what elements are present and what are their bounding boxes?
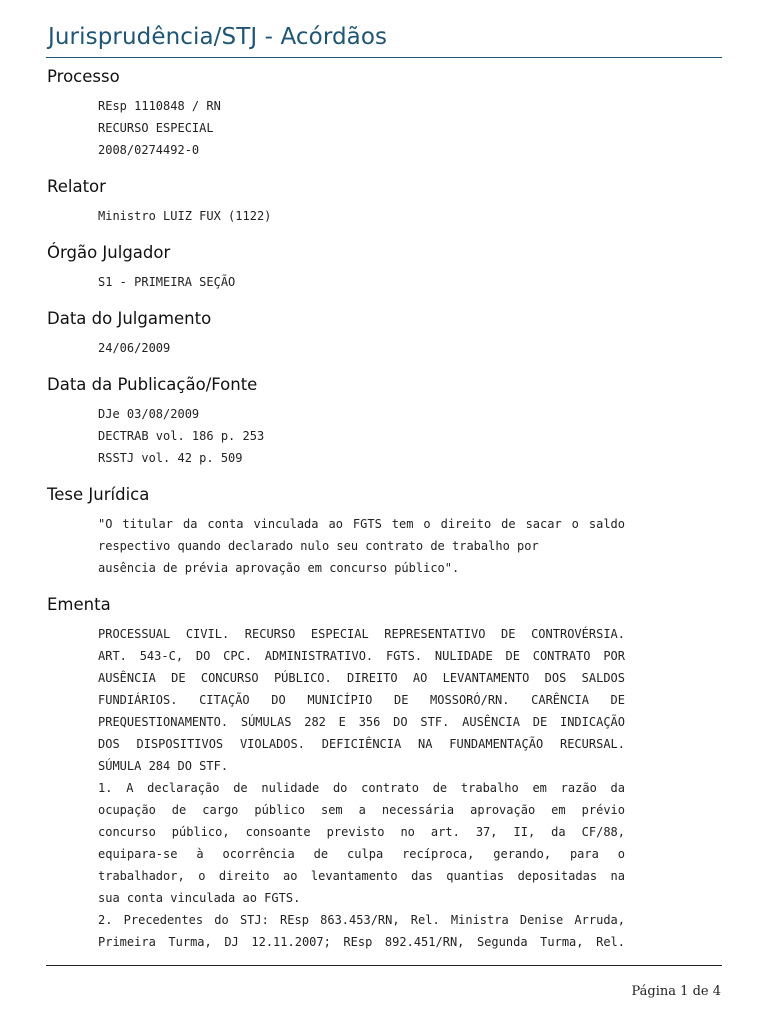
section-heading-tese-juridica: Tese Jurídica — [47, 485, 150, 504]
ementa-line: ART. 543-C, DO CPC. ADMINISTRATIVO. FGTS. NULIDADE DE CONTRATO POR — [98, 649, 625, 663]
section-heading-ementa: Ementa — [47, 595, 111, 614]
section-data-julgamento — [47, 306, 727, 372]
section-ementa — [47, 592, 727, 953]
section-heading-processo: Processo — [47, 67, 120, 86]
title-divider — [46, 57, 722, 58]
ementa-line: FUNDIÁRIOS. CITAÇÃO DO MUNICÍPIO DE MOSSORÓ/RN. CARÊNCIA DE — [98, 693, 625, 707]
ementa-line: sua conta vinculada ao FGTS. — [98, 891, 301, 905]
ementa-line: 2. Precedentes do STJ: REsp 863.453/RN, Rel. Ministra Denise Arruda, — [98, 913, 625, 927]
ementa-line: SÚMULA 284 DO STF. — [98, 759, 229, 773]
ementa-line: AUSÊNCIA DE CONCURSO PÚBLICO. DIREITO AO LEVANTAMENTO DOS SALDOS — [98, 671, 625, 685]
publicacao-line: DECTRAB vol. 186 p. 253 — [98, 429, 265, 443]
tese-line: respectivo quando declarado nulo seu contrato de trabalho por — [98, 539, 539, 553]
ementa-line: 1. A declaração de nulidade do contrato de trabalho em razão da — [98, 781, 625, 795]
section-body-orgao-julgador — [98, 266, 625, 293]
section-body-data-publicacao — [98, 398, 625, 469]
section-body-processo — [98, 90, 625, 161]
section-data-publicacao — [47, 372, 727, 482]
relator-line: Ministro LUIZ FUX (1122) — [98, 209, 272, 223]
ementa-line: ocupação de cargo público sem a necessária aprovação em prévio — [98, 803, 625, 817]
ementa-line: trabalhador, o direito ao levantamento das quantias depositadas na — [98, 869, 625, 883]
section-body-data-julgamento — [98, 332, 625, 359]
orgao-line: S1 - PRIMEIRA SEÇÃO — [98, 275, 236, 289]
tese-line: "O titular da conta vinculada ao FGTS tem o direito de sacar o saldo — [98, 517, 625, 531]
section-processo — [47, 64, 727, 174]
data-julgamento-line: 24/06/2009 — [98, 341, 171, 355]
page-number: Página 1 de 4 — [631, 984, 721, 999]
section-heading-relator: Relator — [47, 177, 106, 196]
processo-line: 2008/0274492-0 — [98, 143, 200, 157]
ementa-line: PROCESSUAL CIVIL. RECURSO ESPECIAL REPRESENTATIVO DE CONTROVÉRSIA. — [98, 627, 625, 641]
section-tese-juridica — [47, 482, 727, 592]
section-body-tese-juridica — [98, 508, 625, 579]
document-content — [47, 64, 727, 953]
footer-divider — [46, 965, 722, 966]
processo-line: REsp 1110848 / RN — [98, 99, 221, 113]
ementa-line: PREQUESTIONAMENTO. SÚMULAS 282 E 356 DO STF. AUSÊNCIA DE INDICAÇÃO — [98, 715, 625, 729]
section-heading-orgao-julgador: Órgão Julgador — [47, 243, 171, 262]
publicacao-line: RSSTJ vol. 42 p. 509 — [98, 451, 243, 465]
section-relator — [47, 174, 727, 240]
processo-line: RECURSO ESPECIAL — [98, 121, 214, 135]
ementa-line: concurso público, consoante previsto no art. 37, II, da CF/88, — [98, 825, 625, 839]
page-title: Jurisprudência/STJ - Acórdãos — [48, 24, 388, 50]
section-heading-data-publicacao: Data da Publicação/Fonte — [47, 375, 258, 394]
section-body-ementa — [98, 618, 625, 953]
ementa-line: DOS DISPOSITIVOS VIOLADOS. DEFICIÊNCIA NA FUNDAMENTAÇÃO RECURSAL. — [98, 737, 625, 751]
tese-line: ausência de prévia aprovação em concurso público". — [98, 561, 460, 575]
publicacao-line: DJe 03/08/2009 — [98, 407, 200, 421]
section-orgao-julgador — [47, 240, 727, 306]
ementa-line: Primeira Turma, DJ 12.11.2007; REsp 892.451/RN, Segunda Turma, Rel. — [98, 935, 625, 949]
ementa-line: equipara-se à ocorrência de culpa recíproca, gerando, para o — [98, 847, 625, 861]
section-heading-data-julgamento: Data do Julgamento — [47, 309, 212, 328]
section-body-relator — [98, 200, 625, 227]
